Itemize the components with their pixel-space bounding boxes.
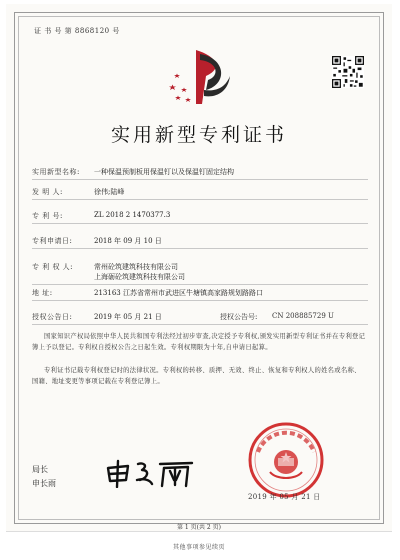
- certificate-number-value: 8868120: [74, 27, 110, 35]
- divider: [32, 324, 368, 325]
- certificate-page: [6, 4, 392, 551]
- field-label: 专 利 权 人:: [32, 263, 74, 271]
- field-value: 213163 江苏省常州市武进区牛塘镇高家路规划路路口: [94, 289, 263, 297]
- divider: [32, 223, 368, 224]
- field-value: 一种保温预制板用保温钉以及保温钉固定结构: [94, 168, 234, 176]
- divider: [32, 199, 368, 200]
- field-value: 常州砼筑建筑科技有限公司: [94, 263, 178, 271]
- field-value: 徐伟;陆峰: [94, 188, 125, 196]
- body-paragraph: 专利证书记载专利权登记时的法律状况。专利权的转移、质押、无效、终止、恢复和专利权人的姓名或名称、国籍、地址变更等事项记载在专利登记簿上。: [32, 367, 361, 385]
- divider: [32, 300, 368, 301]
- field-label: 授权公告号:: [220, 313, 258, 321]
- field-label: 专 利 号:: [32, 212, 63, 220]
- field-label: 地 址:: [32, 289, 53, 297]
- certificate-number: 证 书 号 第 8868120 号: [34, 27, 120, 35]
- field-value: CN 208885729 U: [272, 312, 334, 320]
- field-value-secondary: 上海砺砼筑建筑科技有限公司: [94, 273, 185, 281]
- certificate-title: 实用新型专利证书: [110, 124, 287, 146]
- signatory-title: 局长: [32, 465, 48, 474]
- field-value: 2019 年 05 月 21 日: [94, 313, 162, 321]
- field-label: 授权公告日:: [32, 313, 73, 321]
- seal-date: 2019 年 05 月 21 日: [248, 493, 321, 501]
- divider: [32, 179, 368, 180]
- field-value: ZL 2018 2 1470377.3: [94, 211, 171, 219]
- body-paragraph: 国家知识产权局依照中华人民共和国专利法经过初步审查,决定授予专利权,颁发实用新型专利证书并在专利登记簿上予以登记。专利权自授权公告之日起生效。专利权期限为十年,自申请日起算。: [32, 333, 366, 351]
- handwritten-signature: [104, 458, 196, 488]
- signatory-name: 申长雨: [32, 479, 56, 488]
- page-number: 第 1 页(共 2 页): [177, 524, 221, 531]
- field-label: 发 明 人:: [32, 188, 63, 196]
- qr-code-icon: [332, 56, 364, 88]
- divider: [32, 284, 368, 285]
- field-value: 2018 年 09 月 10 日: [94, 237, 162, 245]
- official-seal-icon: [236, 422, 336, 500]
- field-label: 实用新型名称:: [32, 168, 80, 176]
- footer-note: 其他事项参见续页: [172, 544, 225, 551]
- field-label: 专利申请日:: [32, 237, 73, 245]
- divider: [32, 248, 368, 249]
- patent-office-logo-icon: [166, 46, 234, 108]
